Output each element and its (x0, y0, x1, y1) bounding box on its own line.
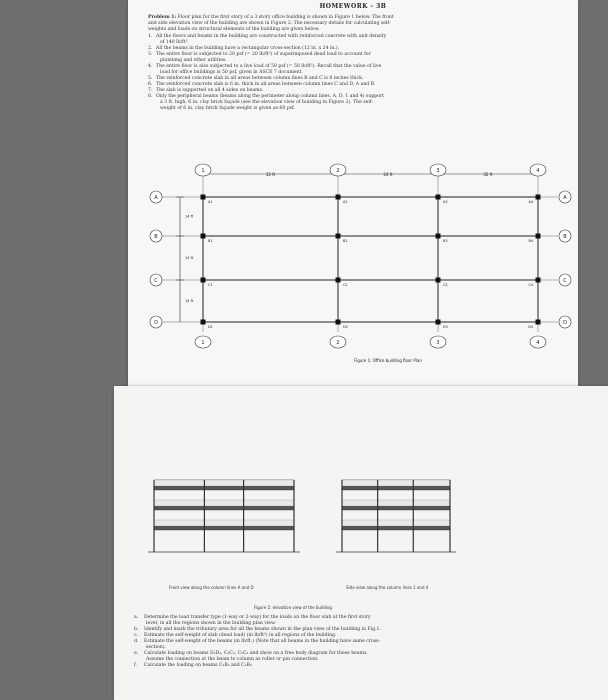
problem-item-line: plumbing and other utilities. (160, 58, 227, 63)
question-text: Determine the load transfer type (1-way or 2-way) for the loads on the floor slab at the first story (144, 615, 371, 620)
item-number: 6. (148, 82, 153, 87)
node-label: A2 (343, 200, 348, 204)
brick-facade (342, 520, 450, 526)
node-label: A1 (208, 200, 213, 204)
node-label: D3 (443, 325, 448, 329)
question-text: Estimate the self-weight of the beams (in lb/ft.) (Note that all beams in the building have same cross- (144, 639, 381, 644)
column-bubble-label: 4 (536, 168, 540, 174)
homework-page-2 (114, 386, 608, 700)
problem-label: Problem 1: (148, 15, 177, 20)
column-bubble-label: 2 (336, 340, 340, 346)
item-number: 8. (148, 94, 153, 99)
question-letter: b. (134, 627, 139, 632)
node-label: B4 (528, 239, 533, 243)
column-square (336, 278, 341, 283)
brick-facade (154, 480, 294, 486)
problem-item-line: weight of 6 in. clay brick façade weight is given as 60 psf. (160, 106, 296, 111)
brick-facade (342, 480, 450, 486)
elevation-figure (114, 466, 608, 586)
brick-facade (154, 520, 294, 526)
question-text: Calculate loading on beams D₂D₃, C₂C₃, C₁C₂ and show on a free body diagram for these beams. (144, 651, 368, 656)
node-label: A3 (443, 200, 448, 204)
intro-line: and side elevation view of the building are shown in Figure 2. The necessary details for calculating self- (148, 21, 391, 26)
row-bubble-label: A (563, 195, 567, 201)
row-bubble-label: A (154, 195, 158, 201)
front-view-caption: Front view along the column lines A and D (169, 585, 254, 590)
height-dimension-label: 14 ft (185, 214, 194, 219)
row-bubble-label: D (563, 320, 567, 326)
problem-item-line: of 140 lb/ft³. (160, 40, 189, 45)
question-line (134, 663, 381, 669)
row-bubble-label: C (563, 278, 567, 284)
column-square (436, 320, 441, 325)
question-letter: f. (134, 663, 137, 668)
floor-plan-figure (128, 152, 578, 392)
row-bubble-label: B (563, 234, 567, 240)
question-text: Identify and mark the tributary area for all the beams shown in the plan view of the building in Fig.1. (144, 627, 381, 632)
floor-slab (342, 506, 450, 510)
height-dimension-label: 14 ft (185, 299, 194, 303)
floor-slab (154, 506, 294, 510)
column-square (536, 195, 541, 200)
item-text: The entire floor is also subjected to a live load of 50 psf (= 50 lb/ft²). Recall that the value of live (156, 64, 382, 69)
question-letter: c. (134, 633, 139, 638)
node-label: C3 (443, 283, 448, 287)
item-number: 7. (148, 88, 153, 93)
node-label: B1 (208, 239, 213, 243)
column-bubble-label: 1 (201, 340, 205, 346)
question-line: section). (146, 645, 166, 650)
column-square (201, 278, 206, 283)
page-header: HOMEWORK - 3B (319, 3, 387, 10)
side-view-caption: Side view along the column lines 1 and 4 (346, 585, 429, 590)
column-square (336, 195, 341, 200)
question-line (134, 639, 381, 645)
item-text: All the floors and beams in the building are constructed with reinforced concrete with unit density (156, 34, 387, 39)
column-square (536, 320, 541, 325)
intro-line: Floor plan for the first story of a 3 story office building is shown in Figure 1 below. The front (177, 15, 394, 20)
figure2-caption: Figure 2: elevation view of the building (254, 605, 332, 610)
column-square (336, 320, 341, 325)
column-square (336, 234, 341, 239)
node-label: A4 (528, 200, 533, 204)
column-bubble-label: 2 (336, 168, 340, 174)
item-text: The reinforced concrete slab in all areas between column lines B and C is 8 inches thick. (156, 76, 364, 81)
item-text: All the beams in the building have a rectangular cross-section (12 in. x 24 in.). (156, 46, 340, 51)
column-square (436, 195, 441, 200)
span-dimension-label: 32 ft (265, 172, 276, 177)
node-label: B2 (343, 239, 348, 243)
span-dimension-label: 24 ft (383, 172, 393, 177)
item-text: Only the peripheral beams (beams along the perimeter along column lines, A, D, 1 and 4) support (156, 94, 385, 99)
column-square (536, 234, 541, 239)
column-bubble-label: 3 (436, 340, 440, 346)
node-label: D4 (528, 325, 533, 329)
item-text: The slab is supported on all 4 sides on beams. (156, 88, 264, 93)
column-square (201, 234, 206, 239)
node-label: C1 (208, 283, 213, 287)
node-label: C4 (528, 283, 533, 287)
item-number: 1. (148, 34, 153, 39)
node-label: B3 (443, 239, 448, 243)
problem-intro (148, 15, 394, 33)
question-text: Calculate the loading on beams C₂B₂ and C₂B₃ (144, 663, 252, 668)
item-number: 5. (148, 76, 153, 81)
item-number: 2. (148, 46, 153, 51)
node-label: D1 (208, 325, 213, 329)
question-list (134, 615, 381, 669)
column-bubble-label: 4 (536, 340, 540, 346)
item-text: The reinforced concrete slab is 6 in. thick in all areas between column lines C and D, A and B. (156, 82, 376, 87)
row-bubble-label: C (154, 278, 158, 284)
item-text: The entire floor is subjected to 20 psf (= 20 lb/ft²) of superimposed dead load to account for (156, 52, 371, 57)
height-dimension-label: 14 ft (185, 256, 194, 260)
node-label: D2 (343, 325, 348, 329)
question-letter: e. (134, 651, 139, 656)
figure1-caption: Figure 1: Office building floor Plan (354, 358, 422, 363)
column-square (201, 320, 206, 325)
item-number: 3. (148, 52, 153, 57)
row-bubble-label: B (154, 234, 158, 240)
question-text: Estimate the self-weight of slab (dead load) (in lb/ft²) in all regions of the building. (144, 633, 337, 638)
span-dimension-label: 32 ft (483, 172, 493, 177)
problem-item-line: load for office buildings is 50 psf, given in ASCE 7 document. (160, 70, 303, 75)
question-line: Assume the connection at the beam to column as roller or pin connection. (146, 657, 319, 662)
node-label: C2 (343, 283, 348, 287)
question-letter: d. (134, 639, 139, 644)
brick-facade (154, 500, 294, 506)
intro-line: weights and loads on structural elements of the building are given below. (148, 27, 320, 32)
homework-page-1 (128, 0, 578, 392)
floor-slab (342, 526, 450, 530)
problem-item-line: a 3 ft. high, 6 in. clay brick façade (see the elevation view of building in Figure 2). The self- (160, 100, 373, 105)
column-square (436, 234, 441, 239)
floor-slab (342, 486, 450, 490)
row-bubble-label: D (154, 320, 158, 326)
column-bubble-label: 1 (201, 168, 205, 174)
item-number: 4. (148, 64, 153, 69)
question-line: level, in all the regions shown in the building plan view. (146, 621, 276, 626)
column-square (436, 278, 441, 283)
column-square (201, 195, 206, 200)
problem-items (148, 34, 386, 112)
column-square (536, 278, 541, 283)
column-bubble-label: 3 (436, 168, 440, 174)
brick-facade (342, 500, 450, 506)
floor-slab (154, 486, 294, 490)
floor-slab (154, 526, 294, 530)
question-letter: a. (134, 615, 139, 620)
